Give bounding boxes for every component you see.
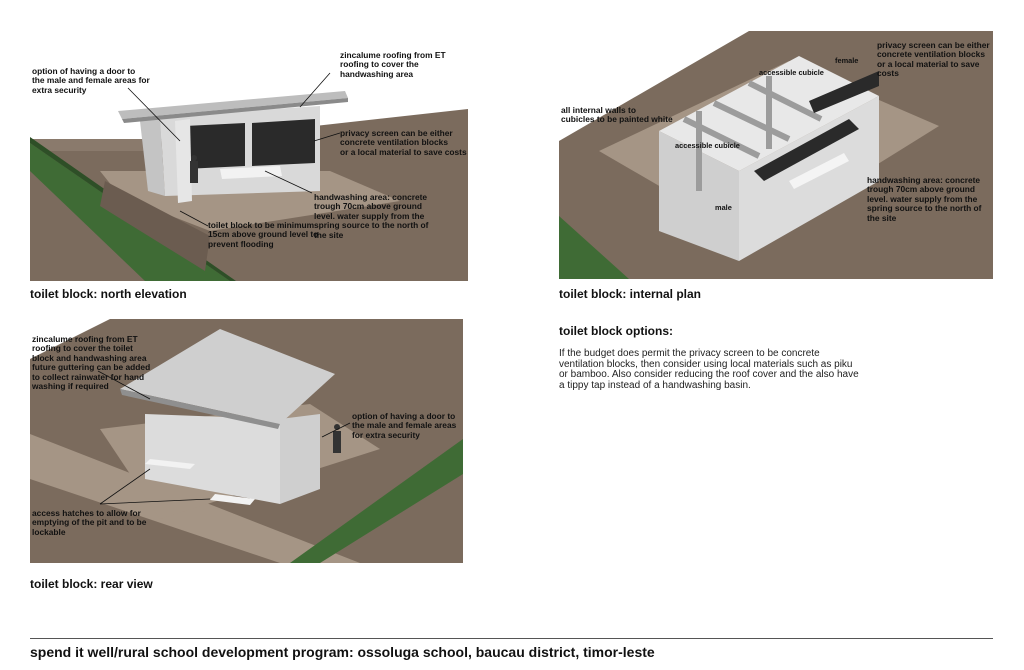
label-male: male xyxy=(715,203,732,212)
note-handwashing-trough-plan: handwashing area: concrete trough 70cm above ground level. water supply from the spring source to the north of the site xyxy=(867,175,982,223)
note-rear-roofing: zincalume roofing from ET roofing to cover the toilet block and handwashing area future guttering can be added to collect rainwater for hand washing if required xyxy=(32,334,151,392)
options-heading: toilet block options: xyxy=(559,324,673,338)
note-rear-door-option: option of having a door to the male and female areas for extra security xyxy=(352,411,457,440)
footer-title: spend it well/rural school development program: ossoluga school, baucau district, timor-leste xyxy=(30,644,655,660)
note-roofing: zincalume roofing from ET roofing to cover the handwashing area xyxy=(340,50,446,79)
note-privacy-screen-plan: privacy screen can be either concrete ventilation blocks or a local material to save costs xyxy=(877,40,990,79)
options-description: If the budget does permit the privacy screen to be concrete ventilation blocks, then consider using local materials such as piku or bamboo. Also consider reducing the roof cover and the also have a tippy tap instead of a handwashing basin. xyxy=(559,348,859,391)
label-female: female xyxy=(835,56,859,65)
note-block-height: toilet block to be minimum 15cm above ground level to prevent flooding xyxy=(208,220,319,249)
caption-rear-view: toilet block: rear view xyxy=(30,577,153,591)
note-door-option: option of having a door to the male and female areas for extra security xyxy=(32,66,150,95)
note-internal-walls: all internal walls to cubicles to be painted white xyxy=(561,105,673,125)
label-accessible-cubicle-left: accessible cubicle xyxy=(675,141,740,150)
caption-north-elevation: toilet block: north elevation xyxy=(30,287,187,301)
north-elevation-render xyxy=(30,31,468,281)
caption-internal-plan: toilet block: internal plan xyxy=(559,287,702,301)
rear-view-render xyxy=(30,319,463,563)
note-handwashing-trough: handwashing area: concrete trough 70cm above ground level. water supply from the spring source to the north of the site xyxy=(314,192,429,240)
note-privacy-screen: privacy screen can be either concrete ventilation blocks or a local material to save costs xyxy=(340,128,467,157)
internal-plan-render xyxy=(559,31,993,279)
label-accessible-cubicle-top: accessible cubicle xyxy=(759,68,824,77)
footer-divider xyxy=(30,638,993,639)
note-access-hatches: access hatches to allow for emptying of the pit and to be lockable xyxy=(32,508,147,537)
